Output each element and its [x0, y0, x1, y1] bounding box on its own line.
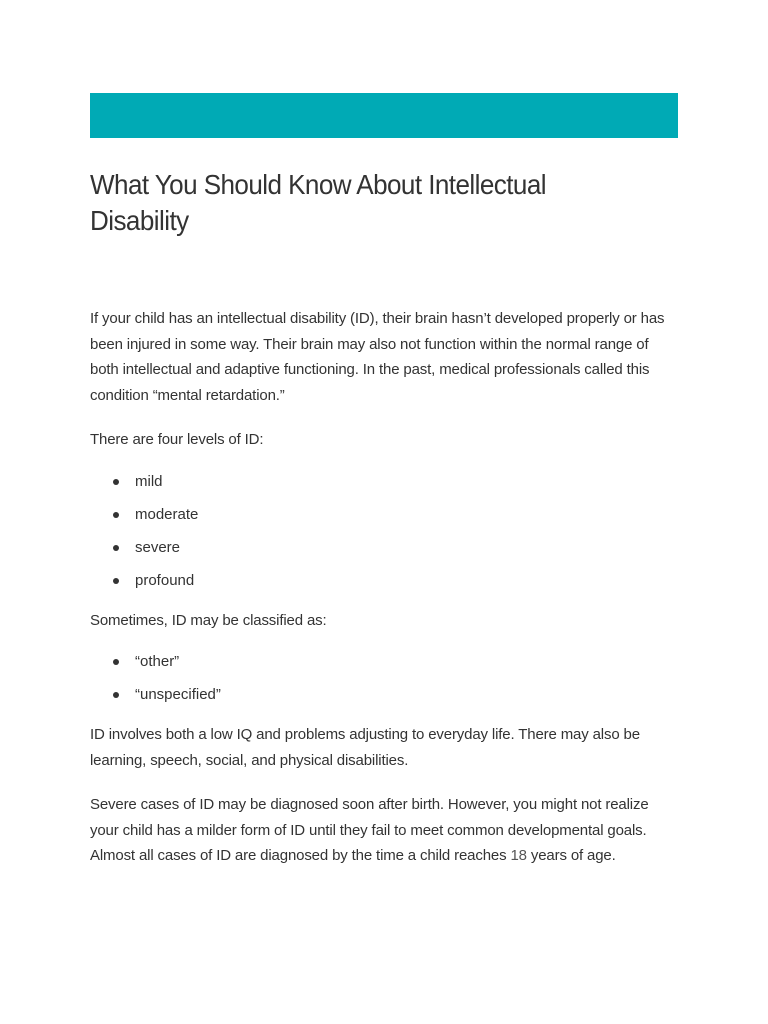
bullet-icon [113, 659, 119, 665]
list-item [135, 472, 678, 492]
diagnosis-text-start: Severe cases of ID may be diagnosed soon after birth. However, you might not realize your child has a milder form of ID until they fail to meet common developmental goals. Almost all cases of ID are diagnosed by the time a child reaches [90, 796, 649, 864]
bullet-icon [113, 512, 119, 518]
list-item [135, 505, 678, 525]
list-item-label: mild [135, 472, 163, 490]
classification-list [90, 652, 678, 705]
list-item-label: profound [135, 571, 195, 589]
list-item-label: “unspecified” [135, 686, 221, 703]
bullet-icon [113, 692, 119, 698]
article-title: What You Should Know About Intellectual Disability [90, 169, 546, 236]
iq-paragraph: ID involves both a low IQ and problems adjusting to everyday life. There may also be learning, speech, social, and physical disabilities. [90, 726, 640, 769]
list-item-label: “other” [135, 653, 180, 670]
bullet-icon [113, 479, 119, 485]
list-item [135, 571, 678, 591]
header-banner [90, 93, 678, 138]
list-item [135, 652, 678, 672]
classification-intro-paragraph: Sometimes, ID may be classified as: [90, 611, 327, 629]
list-item [135, 538, 678, 558]
list-item-label: moderate [135, 505, 199, 523]
diagnosis-text-end: years of age. [526, 847, 616, 864]
diagnosis-paragraph [90, 792, 678, 869]
list-item-label: severe [135, 538, 181, 556]
intro-paragraph: If your child has an intellectual disability (ID), their brain hasn’t developed properly or has been injured in some way. Their brain may also not function within the normal range of both intellectual and adaptive functioning. In the past, medical professionals called this condition “mental retardation.” [90, 310, 665, 404]
article-body [90, 306, 678, 888]
levels-intro-paragraph: There are four levels of ID: [90, 431, 264, 448]
bullet-icon [113, 545, 119, 551]
age-number: 18 [510, 847, 527, 864]
levels-list [90, 472, 678, 591]
list-item [135, 685, 678, 705]
bullet-icon [113, 578, 119, 584]
